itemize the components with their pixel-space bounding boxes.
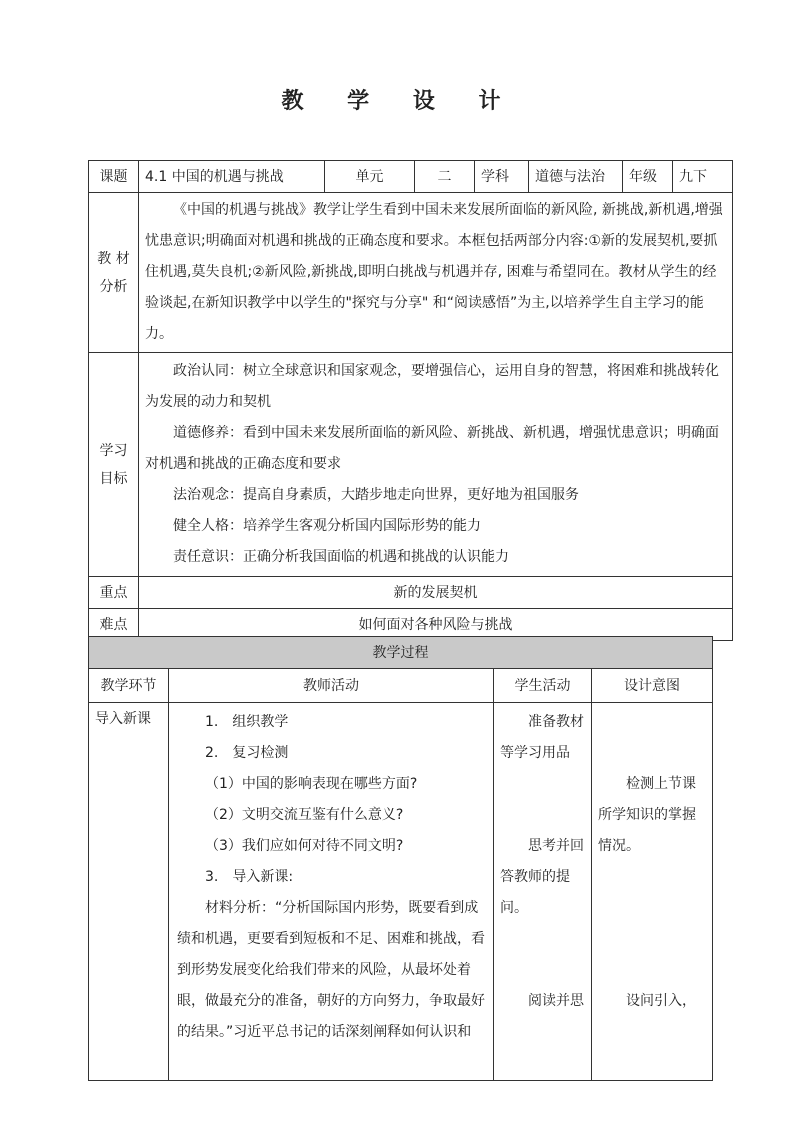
teacher-line: 1. 组织教学 xyxy=(205,714,289,730)
page-title: 教 学 设 计 xyxy=(281,88,519,114)
design-intent-2: 设问引入， xyxy=(626,993,696,1009)
col-student-header: 学生活动 xyxy=(494,669,592,703)
col-intent-header: 设计意图 xyxy=(592,669,713,703)
course-label: 课题 xyxy=(89,161,139,193)
process-header: 教学过程 xyxy=(89,637,713,669)
design-intent-1: 检测上节课所学知识的掌握情况。 xyxy=(598,776,696,854)
teacher-line: （3）我们应如何对待不同文明? xyxy=(205,838,404,854)
grade-value: 九下 xyxy=(673,161,733,193)
stage-cell: 导入新课 xyxy=(89,703,169,1081)
teacher-material: 材料分析：“分析国际国内形势，既要看到成绩和机遇，更要看到短板和不足、困难和挑战，看到形势发展变化给我们带来的风险，从最坏处着眼，做最充分的准备，朝好的方向努力，争取最好的结果。”习近平总书记的话深刻阐释如何认识和 xyxy=(177,900,485,1040)
teacher-activity-cell xyxy=(169,703,494,1081)
teaching-process-table xyxy=(88,636,713,1081)
subject-value: 道德与法治 xyxy=(529,161,623,193)
goal-item: 法治观念：提高自身素质，大踏步地走向世界，更好地为祖国服务 xyxy=(173,487,579,503)
lesson-info-table xyxy=(88,160,733,641)
student-activity-2: 思考并回答教师的提问。 xyxy=(500,838,584,916)
learning-goals-list xyxy=(139,353,733,577)
student-activity-3: 阅读并思 xyxy=(528,993,584,1009)
goal-item: 健全人格：培养学生客观分析国内国际形势的能力 xyxy=(173,518,481,534)
goal-item: 责任意识：正确分析我国面临的机遇和挑战的认识能力 xyxy=(173,549,509,565)
teacher-line: （1）中国的影响表现在哪些方面? xyxy=(205,776,418,792)
design-intent-cell xyxy=(592,703,713,1081)
grade-label: 年级 xyxy=(623,161,673,193)
unit-value: 二 xyxy=(415,161,475,193)
subject-label: 学科 xyxy=(475,161,529,193)
teacher-line: （2）文明交流互鉴有什么意义? xyxy=(205,807,404,823)
key-point-value: 新的发展契机 xyxy=(139,577,733,609)
learning-goals-label: 学习 目标 xyxy=(89,353,139,577)
student-activity-cell xyxy=(494,703,592,1081)
teacher-line: 3. 导入新课: xyxy=(205,869,294,885)
student-activity-1: 准备教材等学习用品 xyxy=(500,714,584,761)
material-analysis-text: 《中国的机遇与挑战》教学让学生看到中国未来发展所面临的新风险, 新挑战,新机遇,增强忧患意识;明确面对机遇和挑战的正确态度和要求。本框包括两部分内容:①新的发展契机,要抓住机遇,莫失良机;②新风险,新挑战,即明白挑战与机遇并存, 困难与希望同在。教材从学生的经验谈起,在新知识教学中以学生的"探究与分享" 和“阅读感悟”为主,以培养学生自主学习的能力。 xyxy=(139,193,733,353)
key-point-label: 重点 xyxy=(89,577,139,609)
unit-label: 单元 xyxy=(325,161,415,193)
col-stage-header: 教学环节 xyxy=(89,669,169,703)
difficulty-value: 如何面对各种风险与挑战 xyxy=(139,609,733,641)
course-value: 4.1 中国的机遇与挑战 xyxy=(139,161,325,193)
col-teacher-header: 教师活动 xyxy=(169,669,494,703)
difficulty-label: 难点 xyxy=(89,609,139,641)
goal-item: 道德修养：看到中国未来发展所面临的新风险、新挑战、新机遇，增强忧患意识；明确面对机遇和挑战的正确态度和要求 xyxy=(145,425,719,472)
teacher-line: 2. 复习检测 xyxy=(205,745,289,761)
material-analysis-label: 教 材 分析 xyxy=(89,193,139,353)
goal-item: 政治认同：树立全球意识和国家观念，要增强信心，运用自身的智慧，将困难和挑战转化为发展的动力和契机 xyxy=(145,363,719,410)
